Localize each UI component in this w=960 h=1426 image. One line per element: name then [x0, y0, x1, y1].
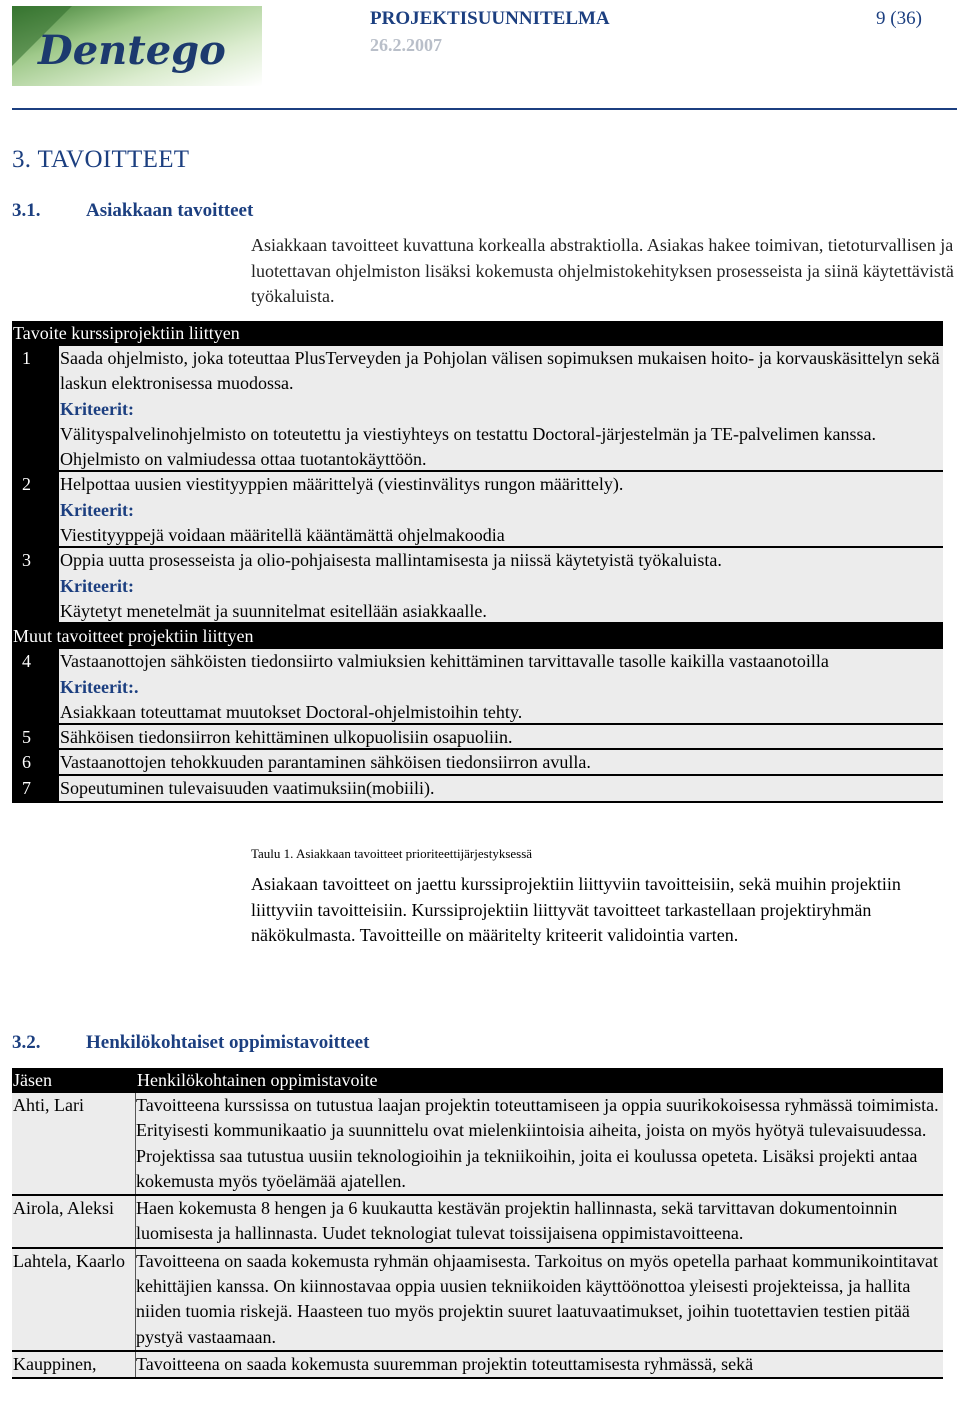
section-heading: 3. TAVOITTEET	[12, 146, 190, 173]
table-caption: Taulu 1. Asiakkaan tavoitteet prioriteettijärjestyksessä	[251, 846, 533, 861]
learning-goal: Tavoitteena on saada kokemusta ryhmän ohjaamisesta. Tarkoitus on myös opetella parhaat kommunikointitavat kehittäjien kanssa. On kiinnostavaa oppia uusien tekniikoiden käyttöönottoa yleisesti projekteissa, ja hallita niiden tuomia riskejä. Haasteen tuo myös projektin suuret laatuvaatimukset, joihin tuotettavien testien pitää pystyä vastaamaan.	[136, 1250, 938, 1347]
goal-number: 5	[12, 725, 59, 750]
table-row	[12, 472, 943, 548]
logo-graphic	[12, 6, 262, 86]
subsection-number: 3.1.	[12, 200, 41, 221]
table-row	[12, 725, 943, 750]
criteria-label: Kriteerit:	[60, 575, 134, 596]
goal-text: Saada ohjelmisto, joka toteuttaa PlusTerveyden ja Pohjolan välisen sopimuksen mukaisen hoito- ja korvauskäsittelyn sekä laskun elektronisessa muodossa.	[60, 348, 940, 394]
intro-paragraph: Asiakkaan tavoitteet kuvattuna korkealla abstraktiolla. Asiakas hakee toimivan, tietoturvallisen ja luotettavan ohjelmiston lisäksi kokemusta ohjelmistokehityksen prosesseista ja siinä käytettävistä työkaluista.	[251, 235, 954, 306]
goal-number: 2	[12, 472, 59, 548]
table-row	[12, 1093, 943, 1196]
criteria-text: Asiakkaan toteuttamat muutokset Doctoral-ohjelmistoihin tehty.	[60, 701, 523, 722]
member-name: Ahti, Lari	[12, 1093, 136, 1194]
criteria-text: Viestityyppejä voidaan määritellä kääntämättä ohjelmakoodia	[60, 525, 505, 546]
goal-cell	[59, 776, 943, 803]
goal-cell	[59, 725, 943, 750]
goal-text: Vastaanottojen tehokkuuden parantaminen sähköisen tiedonsiirron avulla.	[60, 752, 591, 773]
table-section-header: Tavoite kurssiprojektiin liittyen	[12, 321, 943, 346]
table-row	[12, 776, 943, 803]
document-title: PROJEKTISUUNNITELMA	[370, 8, 610, 29]
document-date: 26.2.2007	[370, 35, 442, 55]
subsection-title: Henkilökohtaiset oppimistavoitteet	[86, 1032, 370, 1053]
goal-number: 4	[12, 649, 59, 725]
goal-cell	[59, 548, 943, 624]
goal-text: Sopeutuminen tulevaisuuden vaatimuksiin(mobiili).	[60, 777, 435, 798]
summary-paragraph: Asiakaan tavoitteet on jaettu kurssiprojektiin liittyviin tavoitteisiin, sekä muihin projektiin liittyviin tavoitteisiin. Kurssiprojektiin liittyvät tavoitteet tarkastellaan projektiryhmän näkökulmasta. Tavoitteille on määritelty kriteerit validointia varten.	[251, 874, 901, 945]
table-row	[12, 1249, 943, 1352]
table-section-header: Muut tavoitteet projektiin liittyen	[12, 624, 943, 649]
goal-text: Sähköisen tiedonsiirron kehittäminen ulkopuolisiin osapuoliin.	[60, 727, 513, 748]
table-row	[12, 649, 943, 725]
criteria-text: Käytetyt menetelmät ja suunnitelmat esitellään asiakkaalle.	[60, 600, 487, 621]
goal-text: Oppia uutta prosesseista ja olio-pohjaisesta mallintamisesta ja niissä käytetyistä työkaluista.	[60, 550, 722, 571]
learning-goal: Tavoitteena kurssissa on tutustua laajan projektin toteuttamiseen ja oppia suurikokoisessa ryhmässä toimimista. Erityisesti kommunikaatio ja suunnittelu ovat mielenkiintoisia aiheita, joista on myös hyötyä tulevaisuudessa. Projektissa saa tutustua uusiin teknologioihin ja tekniikoihin, joita ei koulussa opeteta. Lisäksi projekti antaa kokemusta myös työelämää ajatellen.	[136, 1095, 939, 1191]
subsection-title: Asiakkaan tavoitteet	[86, 200, 254, 221]
goal-text: Vastaanottojen sähköisten tiedonsiirto valmiuksien kehittäminen tarvittavalle tasolle kaikilla vastaanotoilla	[60, 651, 829, 672]
member-name: Lahtela, Kaarlo	[12, 1249, 136, 1350]
column-header-member: Jäsen	[13, 1070, 52, 1090]
criteria-text: Välityspalvelinohjelmisto on toteutettu ja viestiyhteys on testattu Doctoral-järjestelmän ja TE-palvelimen kanssa. Ohjelmisto on valmiudessa ottaa tuotantokäyttöön.	[60, 423, 876, 470]
goal-number: 3	[12, 548, 59, 624]
table-row	[12, 346, 943, 472]
goal-text: Helpottaa uusien viestityyppien määrittelyä (viestinvälitys rungon määrittely).	[60, 474, 624, 495]
criteria-label: Kriteerit:	[60, 499, 134, 520]
goal-cell	[59, 649, 943, 725]
logo-text: Dentego	[38, 27, 226, 74]
subsection-number: 3.2.	[12, 1032, 41, 1053]
table-row	[12, 1196, 943, 1249]
page-number: 9 (36)	[876, 8, 922, 29]
criteria-label: Kriteerit:	[60, 398, 134, 419]
goal-number: 7	[12, 776, 59, 803]
goal-cell	[59, 750, 943, 775]
goal-number: 1	[12, 346, 59, 472]
table-header-row	[12, 1068, 943, 1093]
member-name: Kauppinen,	[12, 1352, 136, 1377]
criteria-label: Kriteerit:.	[60, 676, 139, 697]
learning-goal: Haen kokemusta 8 hengen ja 6 kuukautta kestävän projektin hallinnasta, sekä tarvittavan dokumentoinnin luomisesta ja hallinnasta. Uudet teknologiat tulevat toissijaisena oppimistavoitteena.	[136, 1198, 898, 1244]
table-row	[12, 548, 943, 624]
table-row	[12, 1352, 943, 1379]
column-header-goal: Henkilökohtainen oppimistavoite	[137, 1070, 378, 1090]
goal-cell	[59, 346, 943, 472]
table-row	[12, 750, 943, 775]
company-logo	[12, 6, 262, 86]
goals-table	[12, 321, 943, 803]
goal-number: 6	[12, 750, 59, 775]
learning-goals-table	[12, 1068, 943, 1379]
header-divider	[12, 108, 957, 110]
learning-goal: Tavoitteena on saada kokemusta suuremman projektin toteuttamisesta ryhmässä, sekä	[136, 1353, 754, 1374]
goal-cell	[59, 472, 943, 548]
member-name: Airola, Aleksi	[12, 1196, 136, 1247]
